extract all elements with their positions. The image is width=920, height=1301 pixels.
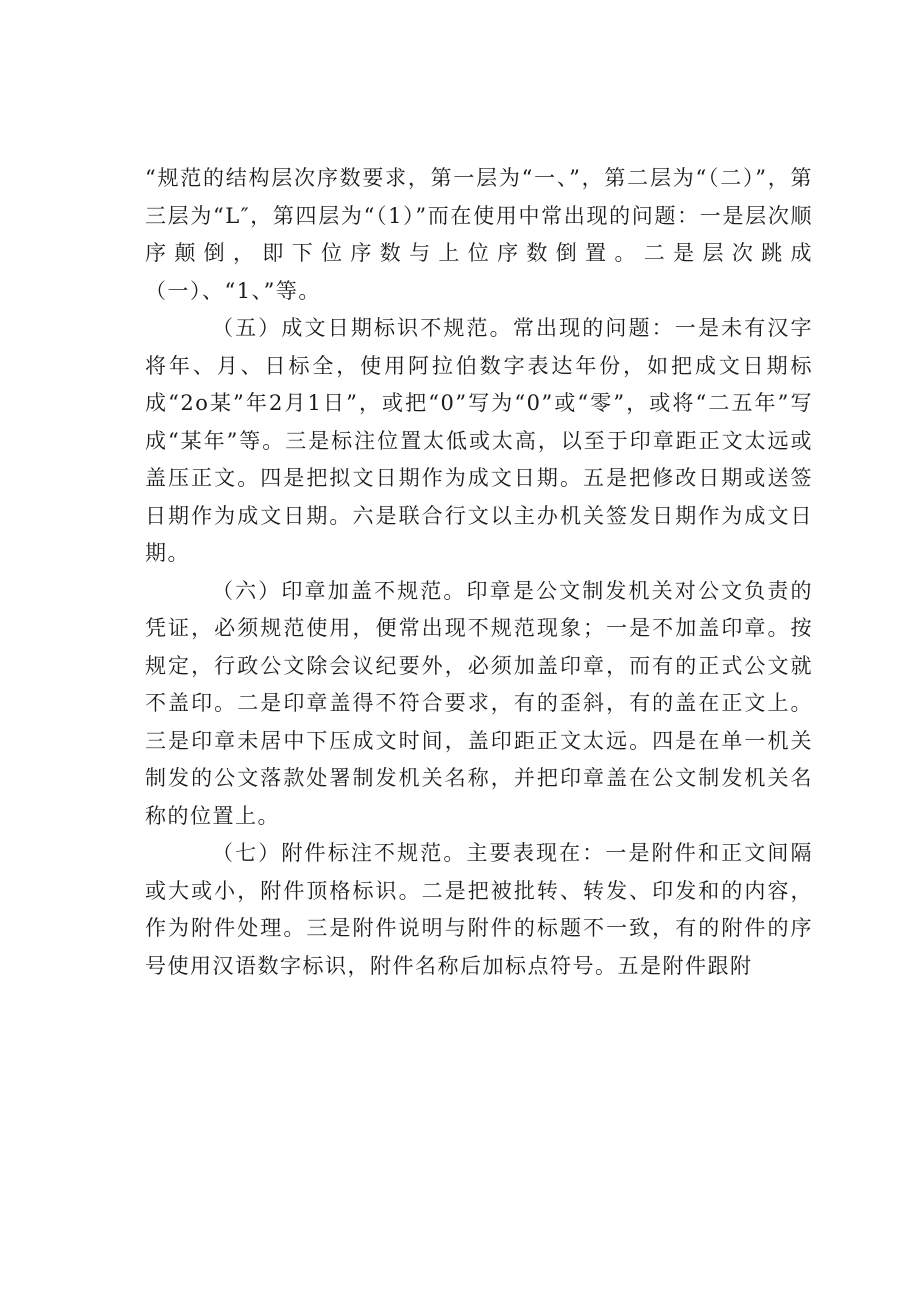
paragraph-date-marking: （五）成文日期标识不规范。常出现的问题：一是未有汉字将年、月、日标全，使用阿拉伯数字表达年份，如把成文日期标成“2o某”年2月1日”，或把“0”写为“0”或“零”，或将“二五年”写成“某年”等。三是标注位置太低或太高，以至于印章距正文太远或盖压正文。四是把拟文日期作为成文日期。五是把修改日期或送签日期作为成文日期。六是联合行文以主办机关签发日期作为成文日期。 bbox=[145, 316, 813, 565]
paragraph-attachment-marking: （七）附件标注不规范。主要表现在：一是附件和正文间隔或大或小，附件顶格标识。二是把被批转、转发、印发和的内容，作为附件处理。三是附件说明与附件的标题不一致，有的附件的序号使用汉语数字标识，附件名称后加标点符号。五是附件跟附 bbox=[145, 841, 813, 978]
document-body bbox=[145, 160, 813, 985]
paragraph-structure-levels: “规范的结构层次序数要求，第一层为“一、”，第二层为“（二）”，第三层为“L″，第四层为“（1）”而在使用中常出现的问题：一是层次顺序颠倒，即下位序数与上位序数倒置。二是层次跳成（一）、“1、”等。 bbox=[145, 166, 813, 303]
paragraph-seal-usage: （六）印章加盖不规范。印章是公文制发机关对公文负责的凭证，必须规范使用，便常出现不规范现象；一是不加盖印章。按规定，行政公文除会议纪要外，必须加盖印章，而有的正式公文就不盖印。二是印章盖得不符合要求，有的歪斜，有的盖在正文上。三是印章未居中下压成文时间，盖印距正文太远。四是在单一机关制发的公文落款处署制发机关名称，并把印章盖在公文制发机关名称的位置上。 bbox=[145, 578, 813, 828]
